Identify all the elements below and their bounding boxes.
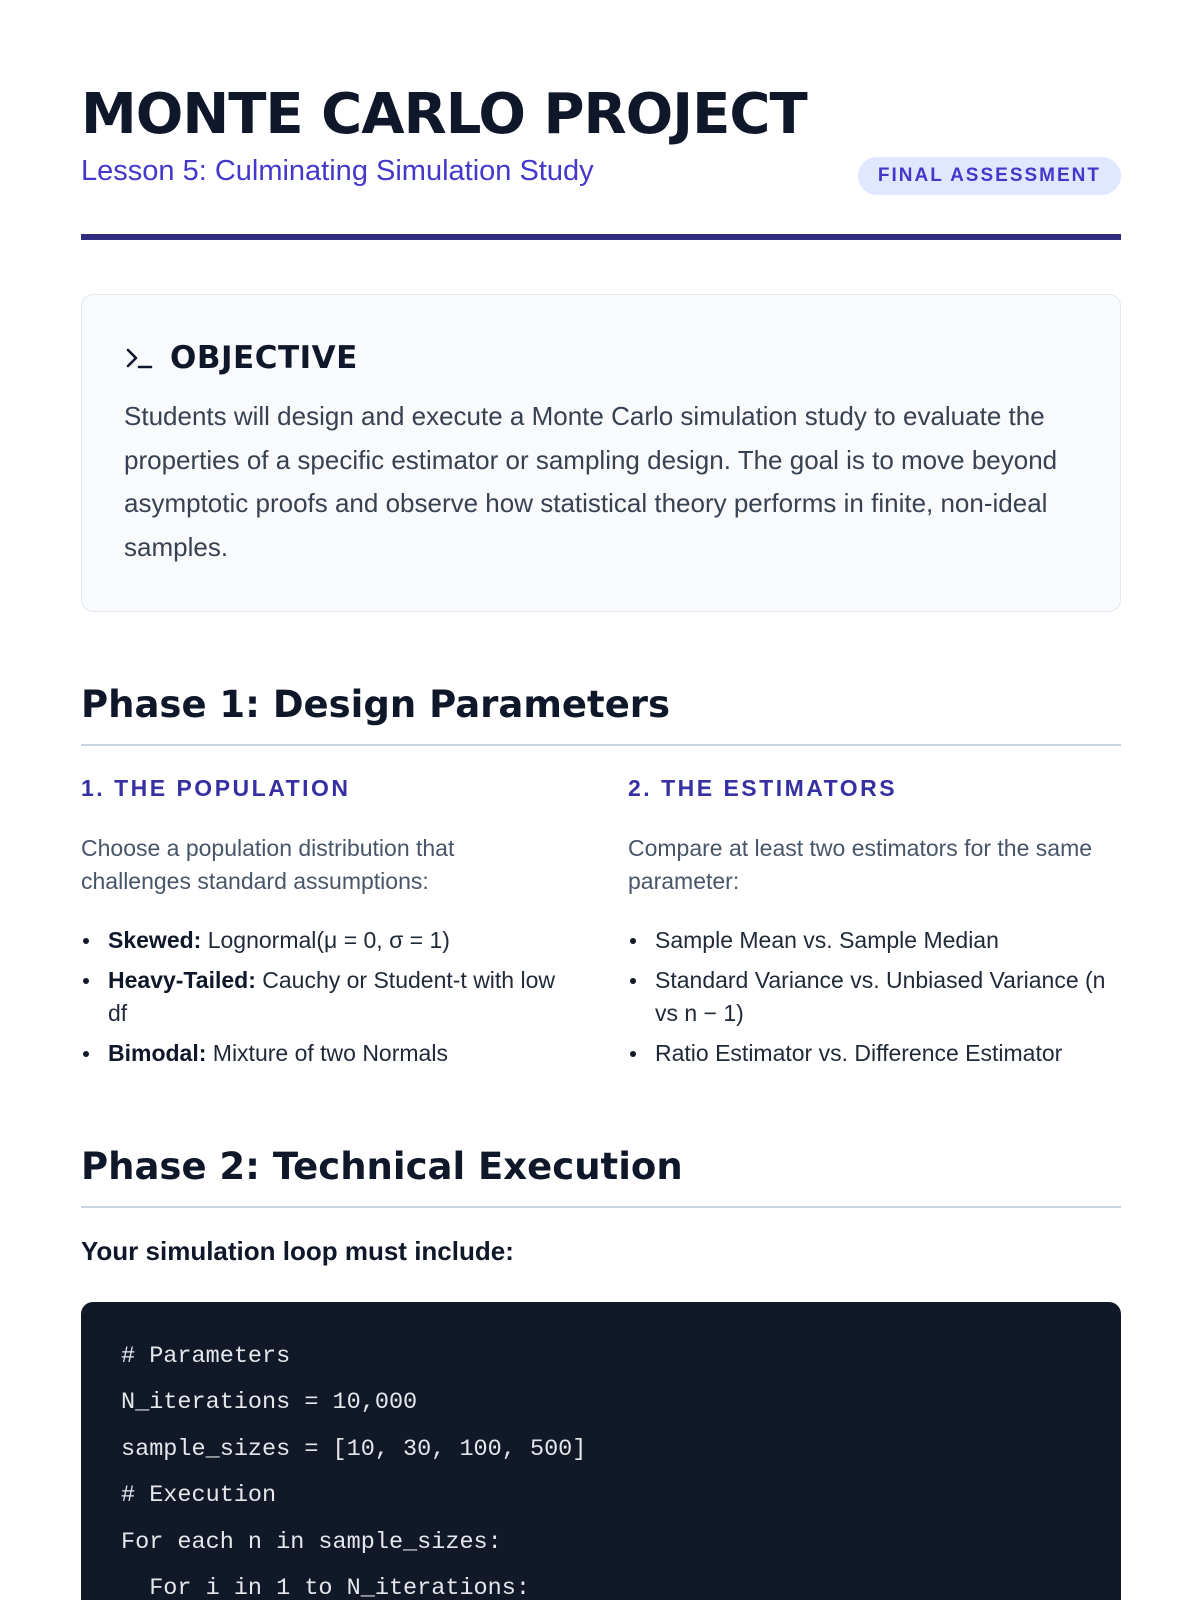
estimators-list: [628, 924, 1108, 1070]
code-line: # Parameters: [121, 1343, 291, 1370]
page-title: MONTE CARLO PROJECT: [81, 82, 807, 147]
estimators-intro: Compare at least two estimators for the same parameter:: [628, 835, 1093, 894]
list-item: Ratio Estimator vs. Difference Estimator: [628, 1037, 1108, 1070]
header-divider: [81, 234, 1121, 240]
code-line: # Execution: [121, 1482, 277, 1509]
population-item-label: Bimodal:: [108, 1040, 207, 1066]
population-item-text: Cauchy or Student-t with low df: [108, 967, 555, 1026]
phase-1-title: Phase 1: Design Parameters: [81, 683, 671, 726]
phase-2-divider: [81, 1206, 1121, 1208]
lesson-subtitle: Lesson 5: Culminating Simulation Study: [81, 155, 594, 187]
population-item-text: Lognormal(μ = 0, σ = 1): [207, 927, 450, 953]
list-item: [81, 1037, 561, 1070]
phase-2-title: Phase 2: Technical Execution: [81, 1145, 683, 1188]
assessment-badge: FINAL ASSESSMENT: [858, 157, 1121, 195]
population-intro: Choose a population distribution that challenges standard assumptions:: [81, 835, 455, 894]
list-item: [81, 924, 561, 957]
list-item: Standard Variance vs. Unbiased Variance (n vs n − 1): [628, 964, 1108, 1030]
population-item-label: Heavy-Tailed:: [108, 967, 256, 993]
objective-card: [81, 294, 1121, 612]
population-list: [81, 924, 561, 1070]
population-item-text: Mixture of two Normals: [212, 1040, 448, 1066]
code-line: For each n in sample_sizes:: [121, 1529, 502, 1556]
objective-heading: OBJECTIVE: [170, 340, 358, 376]
estimators-column: [628, 772, 1108, 1077]
phase-1-divider: [81, 744, 1121, 746]
population-column: [81, 772, 561, 1077]
simulation-loop-lead: Your simulation loop must include:: [81, 1236, 514, 1266]
code-line: sample_sizes = [10, 30, 100, 500]: [121, 1436, 587, 1463]
estimators-heading: 2. THE ESTIMATORS: [628, 775, 898, 801]
list-item: [81, 964, 561, 1030]
terminal-prompt-icon: [124, 343, 154, 373]
population-heading: 1. THE POPULATION: [81, 775, 351, 801]
objective-text: Students will design and execute a Monte Carlo simulation study to evaluate the properties of a specific estimator or sampling design. The goal is to move beyond asymptotic proofs and observe how statistical theory performs in finite, non-ideal samples.: [124, 401, 1058, 562]
population-item-label: Skewed:: [108, 927, 202, 953]
code-line: For i in 1 to N_iterations:: [121, 1575, 530, 1600]
code-block: [81, 1302, 1121, 1600]
code-line: N_iterations = 10,000: [121, 1389, 418, 1416]
objective-header: [124, 340, 358, 376]
list-item: Sample Mean vs. Sample Median: [628, 924, 1108, 957]
